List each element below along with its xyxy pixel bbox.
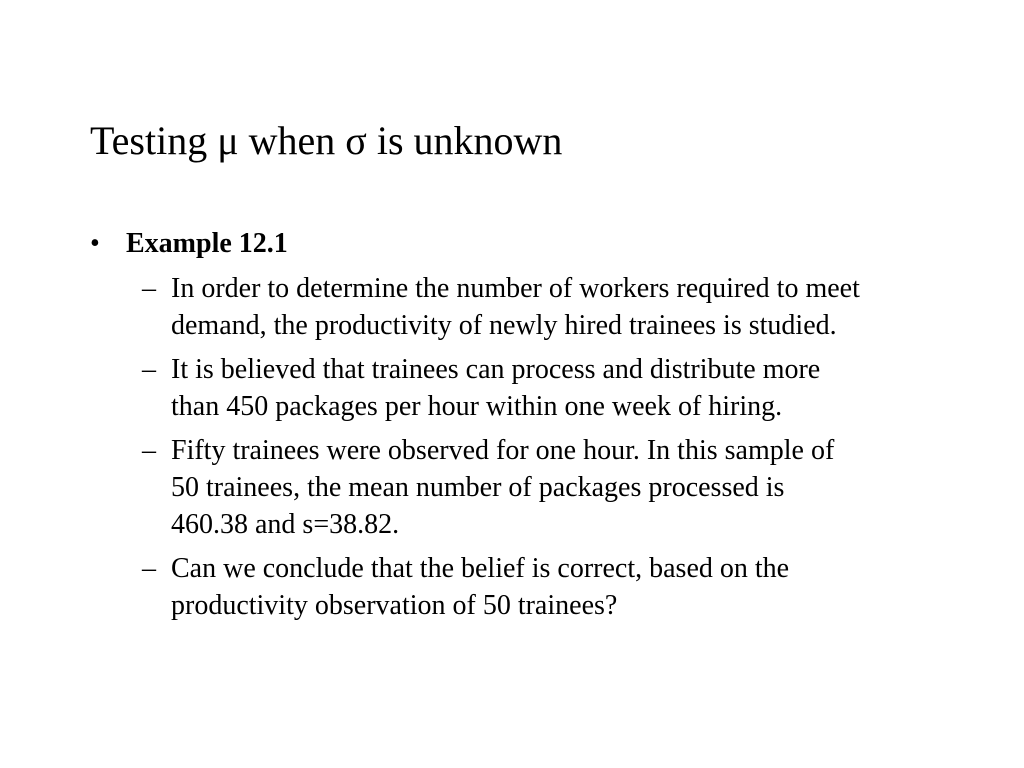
bullet-item (90, 226, 970, 262)
dash-marker: – (142, 354, 156, 385)
dash-marker: – (142, 435, 156, 466)
sub-item-text: Can we conclude that the belief is correct, based on the productivity observation of 50 trainees? (171, 553, 790, 621)
sub-list (90, 270, 970, 624)
sub-item-text: Fifty trainees were observed for one hour. In this sample of 50 trainees, the mean number of packages processed is 460.38 and s=38.82. (171, 435, 835, 540)
bullet-label: Example 12.1 (126, 228, 288, 259)
sub-item (90, 432, 861, 543)
sub-item-text: In order to determine the number of workers required to meet demand, the productivity of newly hired trainees is studied. (171, 273, 860, 341)
sub-item-text: It is believed that trainees can process and distribute more than 450 packages per hour within one week of hiring. (171, 354, 821, 422)
slide-title: Testing μ when σ is unknown (90, 118, 563, 163)
sub-item (90, 270, 861, 344)
sub-item (90, 351, 861, 425)
dash-marker: – (142, 273, 156, 304)
bullet-marker: • (90, 228, 100, 259)
sub-item (90, 550, 861, 624)
dash-marker: – (142, 553, 156, 584)
slide-content (90, 226, 970, 631)
